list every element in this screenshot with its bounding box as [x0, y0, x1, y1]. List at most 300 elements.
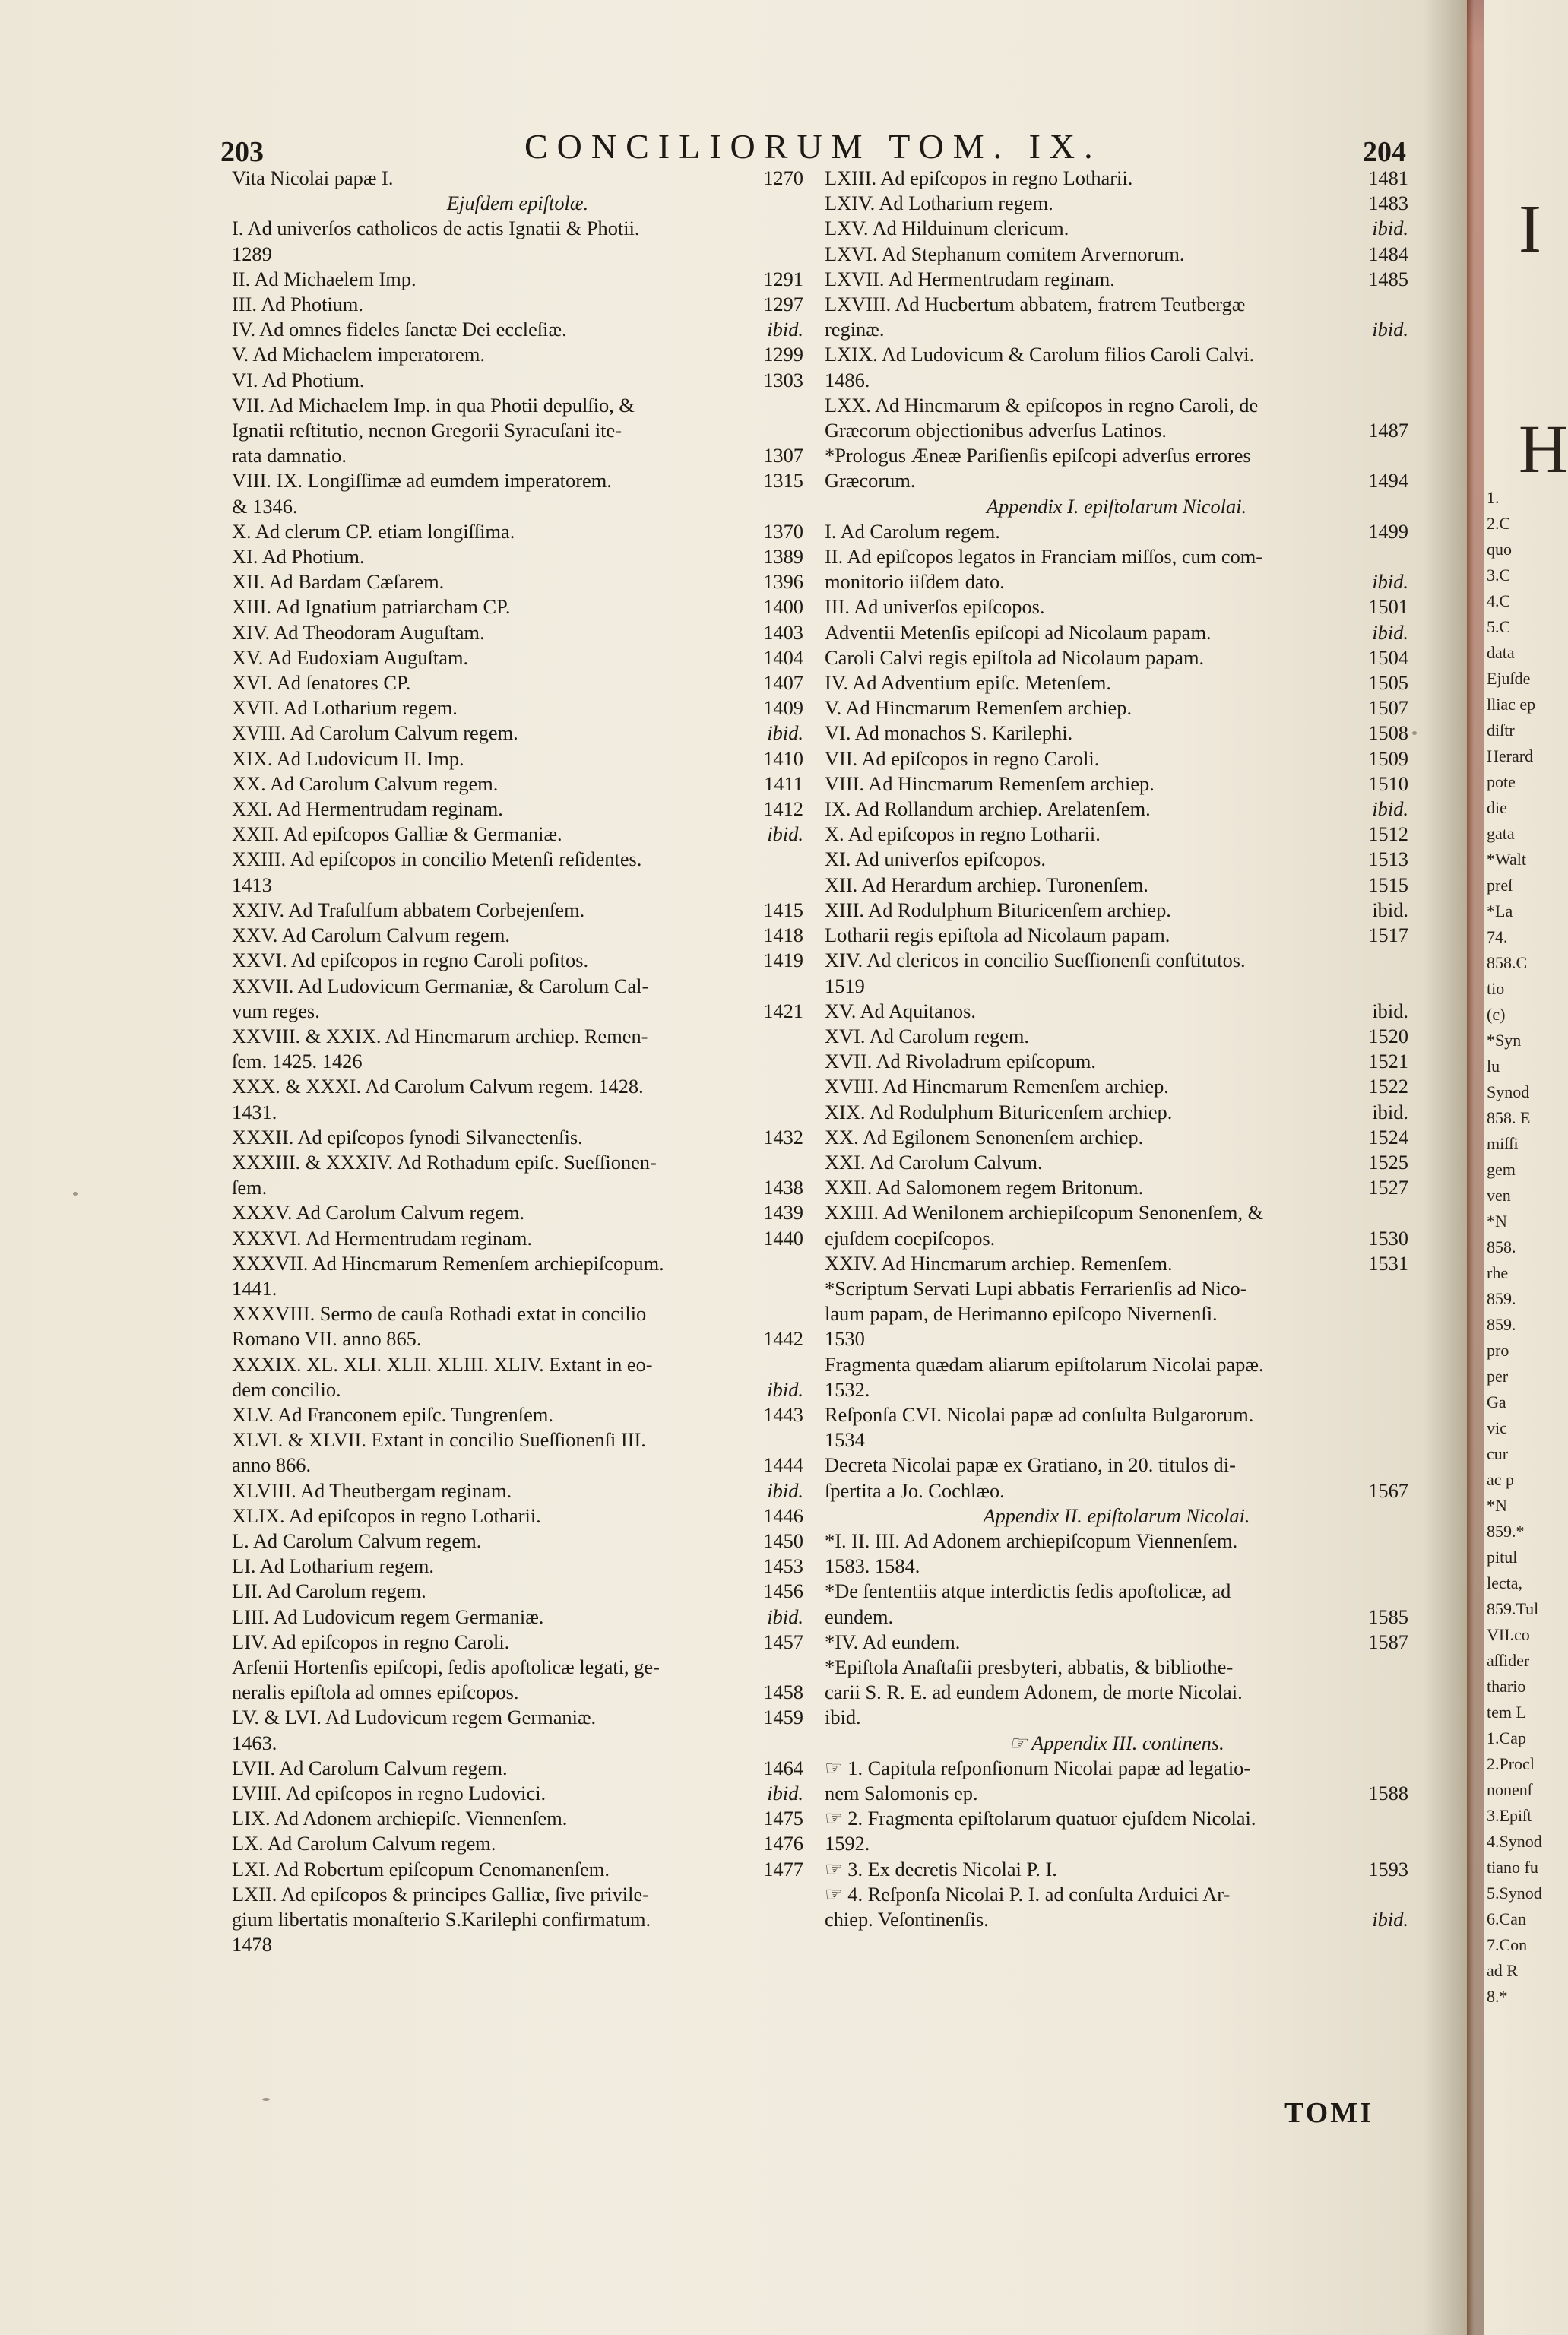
toc-entry-text: monitorio iiſdem dato.: [825, 570, 1005, 594]
toc-entry-text: *IV. Ad eundem.: [825, 1630, 961, 1653]
toc-entry-text: Decreta Nicolai papæ ex Gratiano, in 20. titulos di-: [825, 1453, 1236, 1477]
toc-entry-page: 1458: [763, 1681, 803, 1704]
toc-entry-page: 1505: [1368, 671, 1408, 695]
toc-entry: [232, 1756, 803, 1781]
toc-entry: [232, 594, 803, 619]
toc-entry-text: LI. Ad Lotharium regem.: [232, 1554, 435, 1578]
toc-entry-page: ibid.: [767, 1377, 803, 1401]
toc-entry: [232, 771, 803, 797]
adjacent-text-fragment: Ejuſde: [1487, 669, 1531, 688]
toc-entry-text: nem Salomonis ep.: [825, 1782, 978, 1804]
toc-entry-page: 1421: [763, 999, 803, 1022]
toc-entry: [825, 1882, 1408, 1907]
toc-entry-text: XV. Ad Eudoxiam Auguſtam.: [232, 645, 469, 669]
toc-entry-text: XIII. Ad Rodulphum Bituricenſem archiep.: [825, 898, 1171, 921]
toc-entry-page: 1524: [1368, 1125, 1408, 1148]
toc-entry-text: XXXVI. Ad Hermentrudam reginam.: [232, 1226, 533, 1250]
toc-entry-text: reginæ.: [825, 318, 885, 341]
adjacent-text-fragment: quo: [1487, 540, 1512, 559]
toc-entry: [825, 1226, 1408, 1251]
adjacent-text-fragment: 4.C: [1487, 591, 1511, 610]
toc-entry: [825, 418, 1408, 443]
toc-entry-text: VI. Ad Photium.: [232, 368, 365, 391]
adjacent-text-fragment: Herard: [1487, 746, 1534, 765]
toc-entry: [825, 1125, 1408, 1150]
toc-entry-text: XIX. Ad Ludovicum II. Imp.: [232, 746, 464, 770]
toc-entry: [232, 1175, 803, 1200]
paper-speck: [73, 1192, 78, 1196]
toc-entry-text: LXIII. Ad epiſcopos in regno Lotharii.: [825, 166, 1133, 189]
toc-entry-text: rata damnatio.: [232, 444, 347, 467]
toc-entry: [825, 1402, 1408, 1427]
toc-entry-text: XXIII. Ad epiſcopos in concilio Metenſi reſidentes.: [232, 848, 642, 871]
catchword: TOMI: [1284, 2097, 1373, 2129]
adjacent-text-fragment: 858.: [1487, 1237, 1516, 1256]
toc-entry-text: XVII. Ad Lotharium regem.: [232, 696, 458, 720]
adjacent-text-fragment: ven: [1487, 1186, 1511, 1205]
toc-entry-page: ibid.: [767, 721, 803, 745]
toc-entry-text: LXVII. Ad Hermentrudam reginam.: [825, 267, 1115, 290]
toc-entry: [232, 645, 803, 670]
toc-entry-text: 1530: [825, 1327, 865, 1351]
toc-entry-text: LVII. Ad Carolum Calvum regem.: [232, 1756, 508, 1779]
toc-entry-page: 1485: [1368, 267, 1408, 290]
toc-entry-text: *I. II. III. Ad Adonem archiepiſcopum Viennenſem.: [825, 1529, 1238, 1552]
toc-entry-text: XX. Ad Carolum Calvum regem.: [232, 771, 499, 795]
adjacent-text-fragment: preſ: [1487, 876, 1513, 895]
toc-entry-page: 1587: [1368, 1630, 1408, 1653]
adjacent-text-fragment: diſtr: [1487, 721, 1515, 740]
toc-entry-text: I. Ad Carolum regem.: [825, 519, 1000, 543]
toc-entry-text: Ignatii reſtitutio, necnon Gregorii Syracuſani ite-: [232, 419, 622, 442]
toc-entry-text: XXXIX. XL. XLI. XLII. XLIII. XLIV. Extant in eo-: [232, 1352, 653, 1376]
toc-entry: [232, 1377, 803, 1402]
toc-entry-text: XVI. Ad ſenatores CP.: [232, 671, 411, 695]
toc-entry: [825, 822, 1408, 847]
toc-entry-page: 1515: [1368, 873, 1408, 896]
toc-entry: [825, 873, 1408, 898]
toc-entry-text: neralis epiſtola ad omnes epiſcopos.: [232, 1681, 519, 1704]
toc-entry-page: 1456: [763, 1579, 803, 1603]
toc-entry-text: *Prologus Æneæ Pariſienſis epiſcopi adverſus errores: [825, 444, 1251, 467]
toc-entry-page: 1522: [1368, 1075, 1408, 1098]
toc-entry-text: XXI. Ad Hermentrudam reginam.: [232, 797, 503, 821]
toc-entry-page: 1400: [763, 595, 803, 619]
toc-entry-page: 1459: [763, 1706, 803, 1729]
toc-entry-page: 1457: [763, 1630, 803, 1653]
toc-entry: [232, 191, 803, 216]
adjacent-text-fragment: nonenſ: [1487, 1780, 1532, 1799]
toc-entry: [232, 1301, 803, 1326]
toc-entry: [825, 292, 1408, 317]
toc-entry: [825, 1630, 1408, 1655]
toc-entry: [232, 1074, 803, 1099]
adjacent-text-fragment: vic: [1487, 1418, 1507, 1437]
toc-entry: [825, 267, 1408, 292]
toc-entry-text: XIV. Ad clericos in concilio Sueſſionenſi conſtitutos.: [825, 949, 1246, 972]
toc-entry-page: 1501: [1368, 595, 1408, 619]
toc-entry-text: IV. Ad Adventium epiſc. Metenſem.: [825, 671, 1111, 695]
adjacent-text-fragment: 859.Tul: [1487, 1599, 1539, 1618]
adjacent-text-fragment: 1.: [1487, 488, 1500, 507]
toc-entry-page: 1517: [1368, 924, 1408, 947]
toc-entry-page: 1291: [763, 267, 803, 290]
toc-entry-text: ☞ 4. Reſponſa Nicolai P. I. ad conſulta Arduici Ar-: [825, 1882, 1231, 1906]
toc-entry: [825, 1806, 1408, 1831]
adjacent-text-fragment: pote: [1487, 772, 1516, 791]
adjacent-text-fragment: lu: [1487, 1057, 1500, 1076]
toc-entry: [825, 746, 1408, 771]
toc-entry-page: 1404: [763, 645, 803, 669]
adjacent-text-fragment: 2.Procl: [1487, 1754, 1535, 1773]
toc-entry: [232, 1200, 803, 1225]
toc-entry-page: 1476: [763, 1832, 803, 1855]
toc-entry-text: Appendix I. epiſtolarum Nicolai.: [986, 494, 1247, 518]
toc-entry-page: ibid.: [1372, 570, 1408, 594]
toc-entry-page: ibid.: [767, 1605, 803, 1628]
toc-entry-page: 1593: [1368, 1857, 1408, 1880]
toc-entry: [825, 569, 1408, 594]
toc-entry-text: LII. Ad Carolum regem.: [232, 1579, 426, 1603]
toc-entry-text: chiep. Veſontinenſis.: [825, 1908, 989, 1931]
page-number-right: 204: [1363, 136, 1406, 168]
toc-entry-text: 1431.: [232, 1100, 277, 1123]
toc-entry-text: Arſenii Hortenſis epiſcopi, ſedis apoſtolicæ legati, ge-: [232, 1655, 660, 1678]
toc-entry: [232, 1932, 803, 1957]
toc-entry: [232, 797, 803, 822]
toc-entry-text: Caroli Calvi regis epiſtola ad Nicolaum papam.: [825, 645, 1205, 669]
toc-entry-text: XXXIII. & XXXIV. Ad Rothadum epiſc. Sueſſionen-: [232, 1150, 657, 1174]
adjacent-initial: I: [1519, 192, 1541, 267]
toc-entry-text: *Epiſtola Anaſtaſii presbyteri, abbatis, & bibliothe-: [825, 1655, 1234, 1678]
adjacent-text-fragment: cur: [1487, 1444, 1509, 1463]
toc-entry-text: Fragmenta quædam aliarum epiſtolarum Nicolai papæ.: [825, 1352, 1264, 1376]
toc-entry-text: XLVIII. Ad Theutbergam reginam.: [232, 1478, 512, 1502]
toc-entry-page: 1494: [1368, 469, 1408, 493]
toc-entry-text: LXI. Ad Robertum epiſcopum Cenomanenſem.: [232, 1857, 610, 1880]
adjacent-text-fragment: 5.Synod: [1487, 1884, 1542, 1903]
toc-entry: [232, 1882, 803, 1907]
toc-entry-page: 1315: [763, 469, 803, 493]
toc-entry-text: VII. Ad epiſcopos in regno Caroli.: [825, 746, 1100, 770]
toc-entry: [825, 1251, 1408, 1276]
toc-entry: [232, 1554, 803, 1579]
adjacent-text-fragment: rhe: [1487, 1263, 1509, 1282]
toc-entry-text: dem concilio.: [232, 1377, 341, 1401]
toc-entry: [825, 620, 1408, 645]
toc-entry: [825, 494, 1408, 519]
toc-entry-page: 1531: [1368, 1251, 1408, 1275]
toc-entry: [825, 443, 1408, 468]
toc-entry-text: XV. Ad Aquitanos.: [825, 999, 976, 1022]
toc-entry-page: 1512: [1368, 822, 1408, 846]
toc-entry-page: 1509: [1368, 746, 1408, 770]
adjacent-text-fragment: miſſi: [1487, 1134, 1519, 1153]
toc-entry-text: VIII. Ad Hincmarum Remenſem archiep.: [825, 771, 1155, 795]
toc-entry-text: XXX. & XXXI. Ad Carolum Calvum regem. 1428.: [232, 1075, 644, 1098]
toc-entry-page: 1270: [763, 166, 803, 189]
toc-entry: [825, 1781, 1408, 1806]
adjacent-text-fragment: 3.C: [1487, 566, 1511, 585]
toc-entry: [232, 1402, 803, 1427]
toc-entry-text: XLV. Ad Franconem epiſc. Tungrenſem.: [232, 1402, 553, 1426]
toc-entry-text: 1532.: [825, 1377, 870, 1401]
toc-entry: [825, 721, 1408, 746]
toc-entry-text: LX. Ad Carolum Calvum regem.: [232, 1832, 496, 1855]
toc-entry-page: 1527: [1368, 1176, 1408, 1199]
toc-entry: [232, 443, 803, 468]
toc-entry-text: XII. Ad Herardum archiep. Turonenſem.: [825, 873, 1148, 896]
toc-entry: [825, 1857, 1408, 1882]
adjacent-text-fragment: *La: [1487, 901, 1513, 920]
toc-entry: [825, 1579, 1408, 1604]
toc-entry-text: XXVI. Ad epiſcopos in regno Caroli poſitos.: [232, 949, 589, 972]
toc-entry: [232, 923, 803, 948]
toc-entry: [232, 1326, 803, 1351]
toc-entry-page: 1450: [763, 1529, 803, 1552]
toc-entry: [825, 948, 1408, 973]
adjacent-text-fragment: pro: [1487, 1341, 1509, 1360]
adjacent-text-fragment: 1.Cap: [1487, 1728, 1526, 1747]
toc-entry: [825, 1175, 1408, 1200]
adjacent-text-fragment: gem: [1487, 1160, 1516, 1179]
toc-entry: [825, 1705, 1408, 1730]
toc-entry-text: LXIV. Ad Lotharium regem.: [825, 192, 1053, 215]
adjacent-text-fragment: (c): [1487, 1005, 1506, 1024]
toc-entry: [232, 1680, 803, 1705]
toc-entry-page: ibid.: [767, 1478, 803, 1502]
toc-entry-text: L. Ad Carolum Calvum regem.: [232, 1529, 482, 1552]
toc-entry-text: XXIV. Ad Hincmarum archiep. Remenſem.: [825, 1251, 1173, 1275]
toc-entry-page: 1439: [763, 1201, 803, 1225]
toc-entry-page: 1403: [763, 620, 803, 644]
toc-entry: [232, 393, 803, 418]
toc-entry: [232, 1352, 803, 1377]
toc-entry-text: 1463.: [232, 1731, 277, 1754]
toc-entry: [825, 1605, 1408, 1630]
adjacent-text-fragment: per: [1487, 1367, 1509, 1386]
toc-entry-text: XXII. Ad Salomonem regem Britonum.: [825, 1176, 1144, 1199]
toc-entry-text: X. Ad epiſcopos in regno Lotharii.: [825, 822, 1101, 846]
toc-entry-page: 1513: [1368, 848, 1408, 871]
toc-entry: [232, 242, 803, 267]
toc-entry-text: LXIX. Ad Ludovicum & Carolum filios Caroli Calvi.: [825, 343, 1255, 366]
toc-entry-page: 1475: [763, 1807, 803, 1830]
adjacent-text-fragment: 3.Epiſt: [1487, 1806, 1532, 1825]
toc-entry: [825, 368, 1408, 393]
toc-entry: [825, 1024, 1408, 1049]
toc-entry: [232, 721, 803, 746]
adjacent-text-fragment: *N: [1487, 1496, 1507, 1515]
toc-entry-text: XIII. Ad Ignatium patriarcham CP.: [232, 595, 511, 619]
toc-entry-page: 1508: [1368, 721, 1408, 745]
toc-entry-text: XXII. Ad epiſcopos Galliæ & Germaniæ.: [232, 822, 562, 846]
toc-entry: [232, 569, 803, 594]
toc-entry-text: IV. Ad omnes fideles ſanctæ Dei eccleſiæ.: [232, 318, 567, 341]
adjacent-text-fragment: 858. E: [1487, 1108, 1531, 1127]
left-column: [232, 166, 803, 1957]
toc-entry-text: XXI. Ad Carolum Calvum.: [825, 1150, 1043, 1174]
toc-entry: [825, 1680, 1408, 1705]
toc-entry-text: Græcorum.: [825, 469, 916, 493]
toc-entry: [825, 1100, 1408, 1125]
toc-entry-page: 1585: [1368, 1605, 1408, 1628]
toc-entry: [232, 1251, 803, 1276]
toc-entry-page: 1307: [763, 444, 803, 467]
toc-entry: [825, 242, 1408, 267]
adjacent-text-fragment: *Walt: [1487, 850, 1526, 869]
toc-entry-text: XX. Ad Egilonem Senonenſem archiep.: [825, 1125, 1144, 1148]
toc-entry-text: Reſponſa CVI. Nicolai papæ ad conſulta Bulgarorum.: [825, 1402, 1254, 1426]
toc-entry: [825, 1200, 1408, 1225]
toc-entry-page: 1409: [763, 696, 803, 720]
toc-entry: [232, 1630, 803, 1655]
toc-entry-text: ejuſdem coepiſcopos.: [825, 1226, 996, 1250]
toc-entry-text: LXVIII. Ad Hucbertum abbatem, fratrem Teutbergæ: [825, 293, 1246, 316]
page-number-left: 203: [220, 136, 264, 168]
toc-entry-text: anno 866.: [232, 1453, 312, 1477]
toc-entry: [825, 1503, 1408, 1529]
toc-entry-page: 1443: [763, 1402, 803, 1426]
toc-entry: [232, 468, 803, 493]
toc-entry-page: 1525: [1368, 1150, 1408, 1174]
toc-entry: [232, 1605, 803, 1630]
toc-entry: [232, 948, 803, 973]
toc-entry: [825, 1301, 1408, 1326]
toc-entry-text: V. Ad Hincmarum Remenſem archiep.: [825, 696, 1132, 720]
toc-entry-text: XII. Ad Bardam Cæſarem.: [232, 570, 445, 594]
toc-entry-page: ibid.: [1372, 898, 1408, 921]
toc-entry-page: 1418: [763, 924, 803, 947]
adjacent-text-fragment: VII.co: [1487, 1625, 1530, 1644]
adjacent-text-fragment: 859.: [1487, 1315, 1516, 1334]
toc-entry-text: *Scriptum Servati Lupi abbatis Ferrarienſis ad Nico-: [825, 1276, 1247, 1300]
toc-entry: [232, 1024, 803, 1049]
toc-entry-text: XVIII. Ad Carolum Calvum regem.: [232, 721, 518, 745]
toc-entry-text: LIII. Ad Ludovicum regem Germaniæ.: [232, 1605, 544, 1628]
toc-entry: [825, 342, 1408, 367]
adjacent-text-fragment: *Syn: [1487, 1031, 1522, 1050]
toc-entry-text: VIII. IX. Longiſſimæ ad eumdem imperatorem.: [232, 469, 612, 493]
toc-entry: [825, 1326, 1408, 1351]
toc-entry-text: XIX. Ad Rodulphum Bituricenſem archiep.: [825, 1100, 1173, 1123]
toc-entry-text: I. Ad univerſos catholicos de actis Ignatii & Photii.: [232, 217, 640, 240]
toc-entry-text: 1592.: [825, 1832, 870, 1855]
toc-entry-page: 1396: [763, 570, 803, 594]
toc-entry: [232, 1453, 803, 1478]
adjacent-text-fragment: data: [1487, 643, 1515, 662]
toc-entry-page: 1477: [763, 1857, 803, 1880]
toc-entry-page: 1442: [763, 1327, 803, 1351]
toc-entry-text: Ejuſdem epiſtolæ.: [446, 192, 589, 215]
adjacent-text-fragment: lliac ep: [1487, 695, 1536, 714]
toc-entry-page: 1444: [763, 1453, 803, 1477]
toc-entry-text: XXXV. Ad Carolum Calvum regem.: [232, 1201, 525, 1225]
toc-entry-text: carii S. R. E. ad eundem Adonem, de morte Nicolai.: [825, 1681, 1243, 1704]
toc-entry: [232, 873, 803, 898]
toc-entry: [232, 1100, 803, 1125]
toc-entry: [825, 999, 1408, 1024]
adjacent-text-fragment: 74.: [1487, 927, 1508, 946]
toc-entry: [232, 746, 803, 771]
toc-entry-text: XVIII. Ad Hincmarum Remenſem archiep.: [825, 1075, 1169, 1098]
toc-entry-page: 1410: [763, 746, 803, 770]
toc-entry-page: 1588: [1368, 1782, 1408, 1804]
toc-entry-text: LXX. Ad Hincmarum & epiſcopos in regno Caroli, de: [825, 393, 1259, 417]
toc-entry: [232, 695, 803, 721]
toc-entry: [232, 544, 803, 569]
toc-entry-text: XXXVII. Ad Hincmarum Remenſem archiepiſcopum.: [232, 1251, 664, 1275]
toc-entry-page: 1446: [763, 1503, 803, 1527]
toc-entry: [232, 847, 803, 872]
toc-entry: [232, 267, 803, 292]
toc-entry: [232, 1478, 803, 1503]
toc-entry-text: ☞ 2. Fragmenta epiſtolarum quatuor ejuſdem Nicolai.: [825, 1807, 1256, 1830]
toc-entry: [825, 670, 1408, 695]
toc-entry-page: 1567: [1368, 1478, 1408, 1502]
toc-entry: [232, 620, 803, 645]
toc-entry: [825, 797, 1408, 822]
toc-entry: [825, 1427, 1408, 1453]
adjacent-text-fragment: Synod: [1487, 1082, 1530, 1101]
toc-entry-text: XI. Ad univerſos epiſcopos.: [825, 848, 1046, 871]
toc-entry-page: ibid.: [767, 318, 803, 341]
toc-entry-text: X. Ad clerum CP. etiam longiſſima.: [232, 519, 515, 543]
toc-entry: [825, 695, 1408, 721]
paper-speck: [1412, 731, 1417, 735]
toc-entry-page: ibid.: [767, 1782, 803, 1804]
toc-entry: [825, 645, 1408, 670]
toc-entry: [825, 1529, 1408, 1554]
toc-entry-text: LV. & LVI. Ad Ludovicum regem Germaniæ.: [232, 1706, 597, 1729]
toc-entry: [825, 1907, 1408, 1932]
adjacent-text-fragment: 8.*: [1487, 1987, 1508, 2006]
adjacent-text-fragment: tio: [1487, 979, 1505, 998]
toc-entry-page: 1411: [764, 771, 803, 795]
toc-entry-page: 1297: [763, 293, 803, 316]
toc-entry: [825, 1150, 1408, 1175]
toc-entry-text: Lotharii regis epiſtola ad Nicolaum papam.: [825, 924, 1170, 947]
toc-entry: [232, 494, 803, 519]
adjacent-text-fragment: 5.C: [1487, 617, 1511, 636]
toc-entry: [232, 342, 803, 367]
toc-entry: [825, 923, 1408, 948]
toc-entry: [825, 191, 1408, 216]
toc-entry: [232, 898, 803, 923]
toc-entry-text: vum reges.: [232, 999, 320, 1022]
toc-entry-text: XIV. Ad Theodoram Auguſtam.: [232, 620, 485, 644]
toc-entry-text: ☞ Appendix III. continens.: [1009, 1731, 1224, 1754]
toc-entry-text: *De ſententiis atque interdictis ſedis apoſtolicæ, ad: [825, 1579, 1231, 1603]
toc-entry-page: 1504: [1368, 645, 1408, 669]
toc-entry: [232, 1731, 803, 1756]
adjacent-text-fragment: tem L: [1487, 1703, 1526, 1722]
toc-entry: [825, 166, 1408, 191]
adjacent-text-fragment: 7.Con: [1487, 1935, 1528, 1954]
paper-speck: [262, 2098, 270, 2101]
toc-entry-page: 1415: [763, 898, 803, 921]
toc-entry-page: 1510: [1368, 771, 1408, 795]
toc-entry: [825, 1074, 1408, 1099]
toc-entry-text: Vita Nicolai papæ I.: [232, 166, 394, 189]
toc-entry: [232, 1806, 803, 1831]
toc-entry: [825, 974, 1408, 999]
toc-entry-page: 1412: [763, 797, 803, 821]
toc-entry: [232, 1655, 803, 1680]
toc-entry-page: 1520: [1368, 1024, 1408, 1047]
toc-entry-page: 1499: [1368, 519, 1408, 543]
toc-entry: [232, 368, 803, 393]
